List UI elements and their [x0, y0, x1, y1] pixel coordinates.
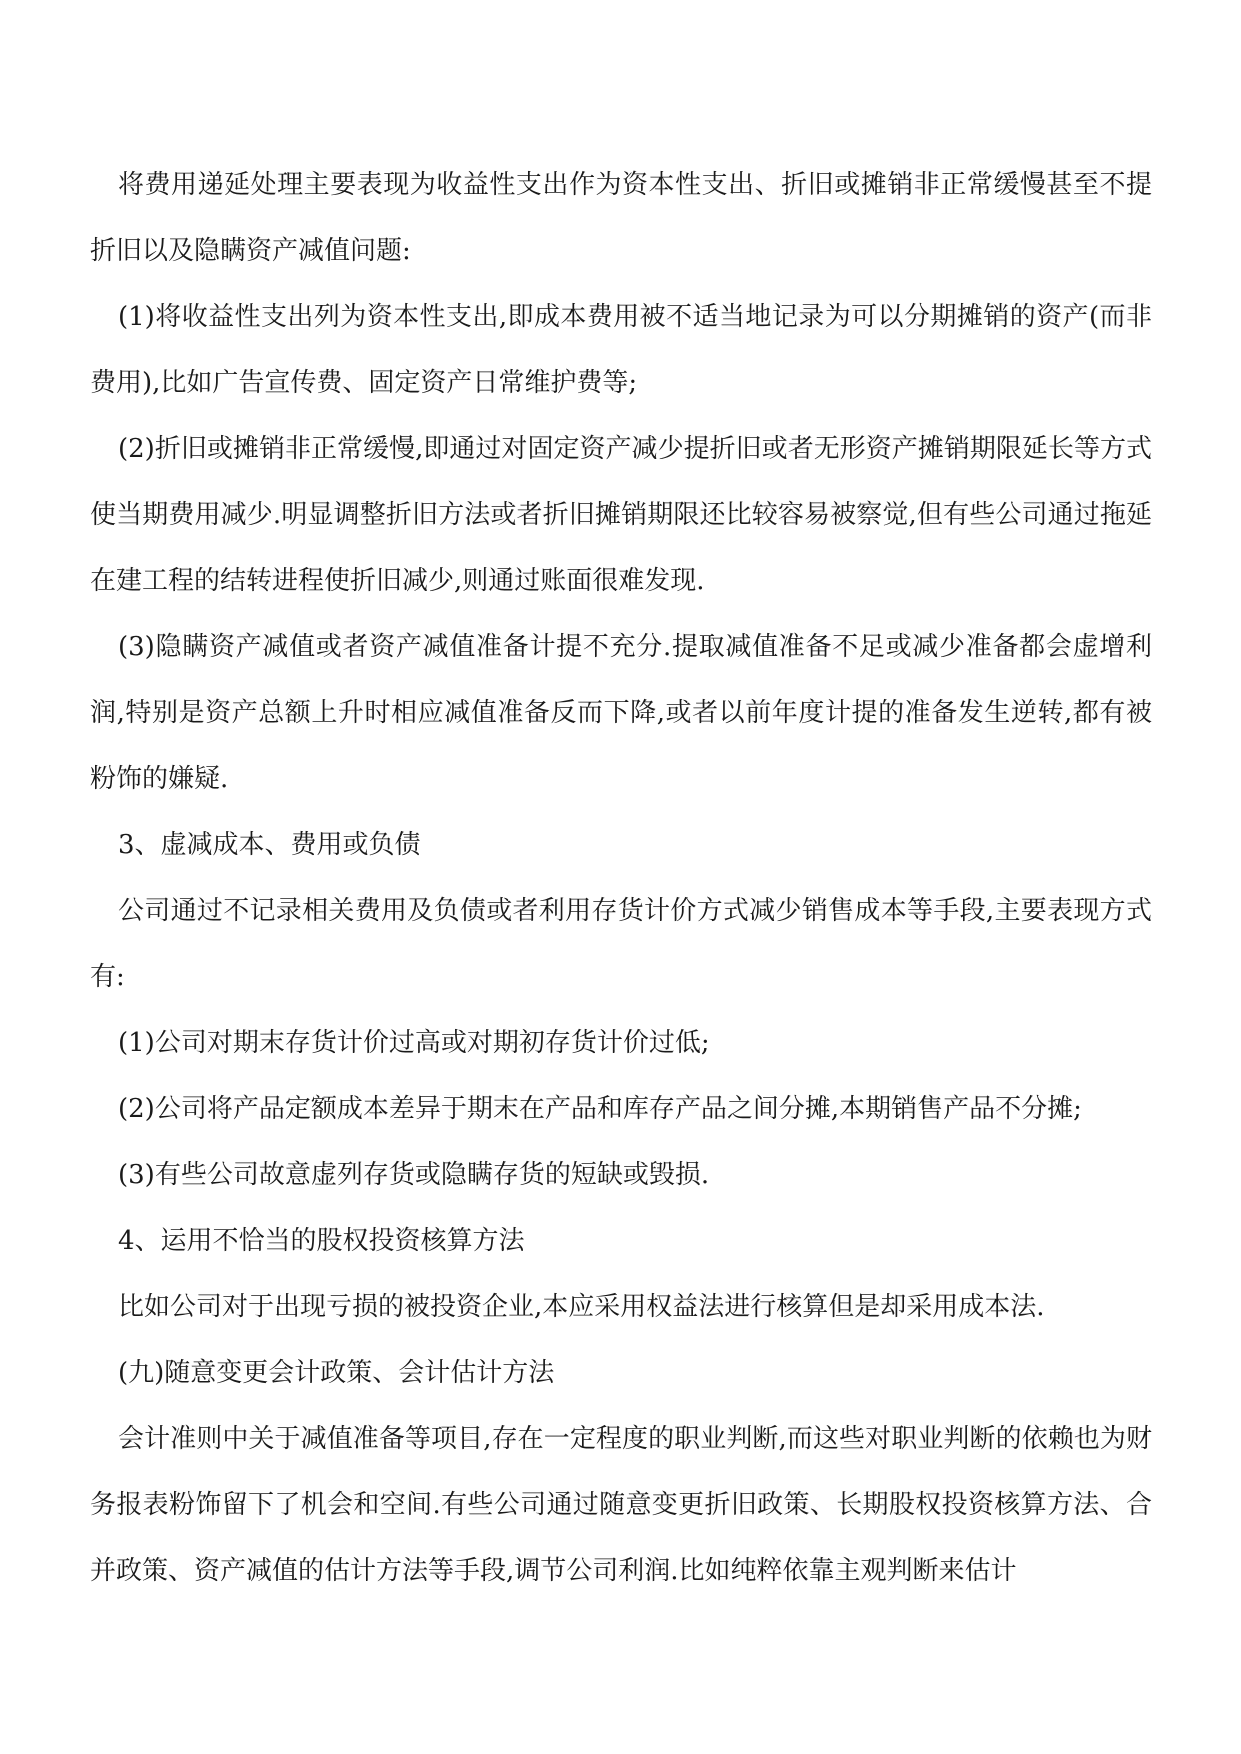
- paragraph-understate-costs-intro: 公司通过不记录相关费用及负债或者利用存货计价方式减少销售成本等手段,主要表现方式有:: [90, 896, 1152, 992]
- paragraph-equity-method-example: 比如公司对于出现亏损的被投资企业,本应采用权益法进行核算但是却采用成本法.: [118, 1292, 1045, 1322]
- paragraph-expense-deferral-intro: 将费用递延处理主要表现为收益性支出作为资本性支出、折旧或摊销非正常缓慢甚至不提折旧以及隐瞒资产减值问题:: [90, 170, 1152, 266]
- paragraph-inventory-item-2: (2)公司将产品定额成本差异于期末在产品和库存产品之间分摊,本期销售产品不分摊;: [118, 1094, 1082, 1124]
- paragraph-item-2-depreciation: (2)折旧或摊销非正常缓慢,即通过对固定资产减少提折旧或者无形资产摊销期限延长等方式使当期费用减少.明显调整折旧方法或者折旧摊销期限还比较容易被察觉,但有些公司通过拖延在建工程的结转进程使折旧减少,则通过账面很难发现.: [90, 434, 1152, 596]
- paragraph-inventory-item-3: (3)有些公司故意虚列存货或隐瞒存货的短缺或毁损.: [118, 1160, 710, 1190]
- section-heading-4: 4、运用不恰当的股权投资核算方法: [118, 1226, 525, 1256]
- paragraph-inventory-item-1: (1)公司对期末存货计价过高或对期初存货计价过低;: [118, 1028, 710, 1058]
- section-heading-9: (九)随意变更会计政策、会计估计方法: [118, 1358, 555, 1388]
- document-body: [90, 152, 1152, 1604]
- paragraph-accounting-policy-change: 会计准则中关于减值准备等项目,存在一定程度的职业判断,而这些对职业判断的依赖也为财务报表粉饰留下了机会和空间.有些公司通过随意变更折旧政策、长期股权投资核算方法、合并政策、资产减值的估计方法等手段,调节公司利润.比如纯粹依靠主观判断来估计: [90, 1424, 1152, 1586]
- paragraph-item-3-impairment: (3)隐瞒资产减值或者资产减值准备计提不充分.提取减值准备不足或减少准备都会虚增利润,特别是资产总额上升时相应减值准备反而下降,或者以前年度计提的准备发生逆转,都有被粉饰的嫌疑.: [90, 632, 1152, 794]
- section-heading-3: 3、虚减成本、费用或负债: [118, 830, 421, 860]
- paragraph-item-1-capitalization: (1)将收益性支出列为资本性支出,即成本费用被不适当地记录为可以分期摊销的资产(而非费用),比如广告宣传费、固定资产日常维护费等;: [90, 302, 1152, 398]
